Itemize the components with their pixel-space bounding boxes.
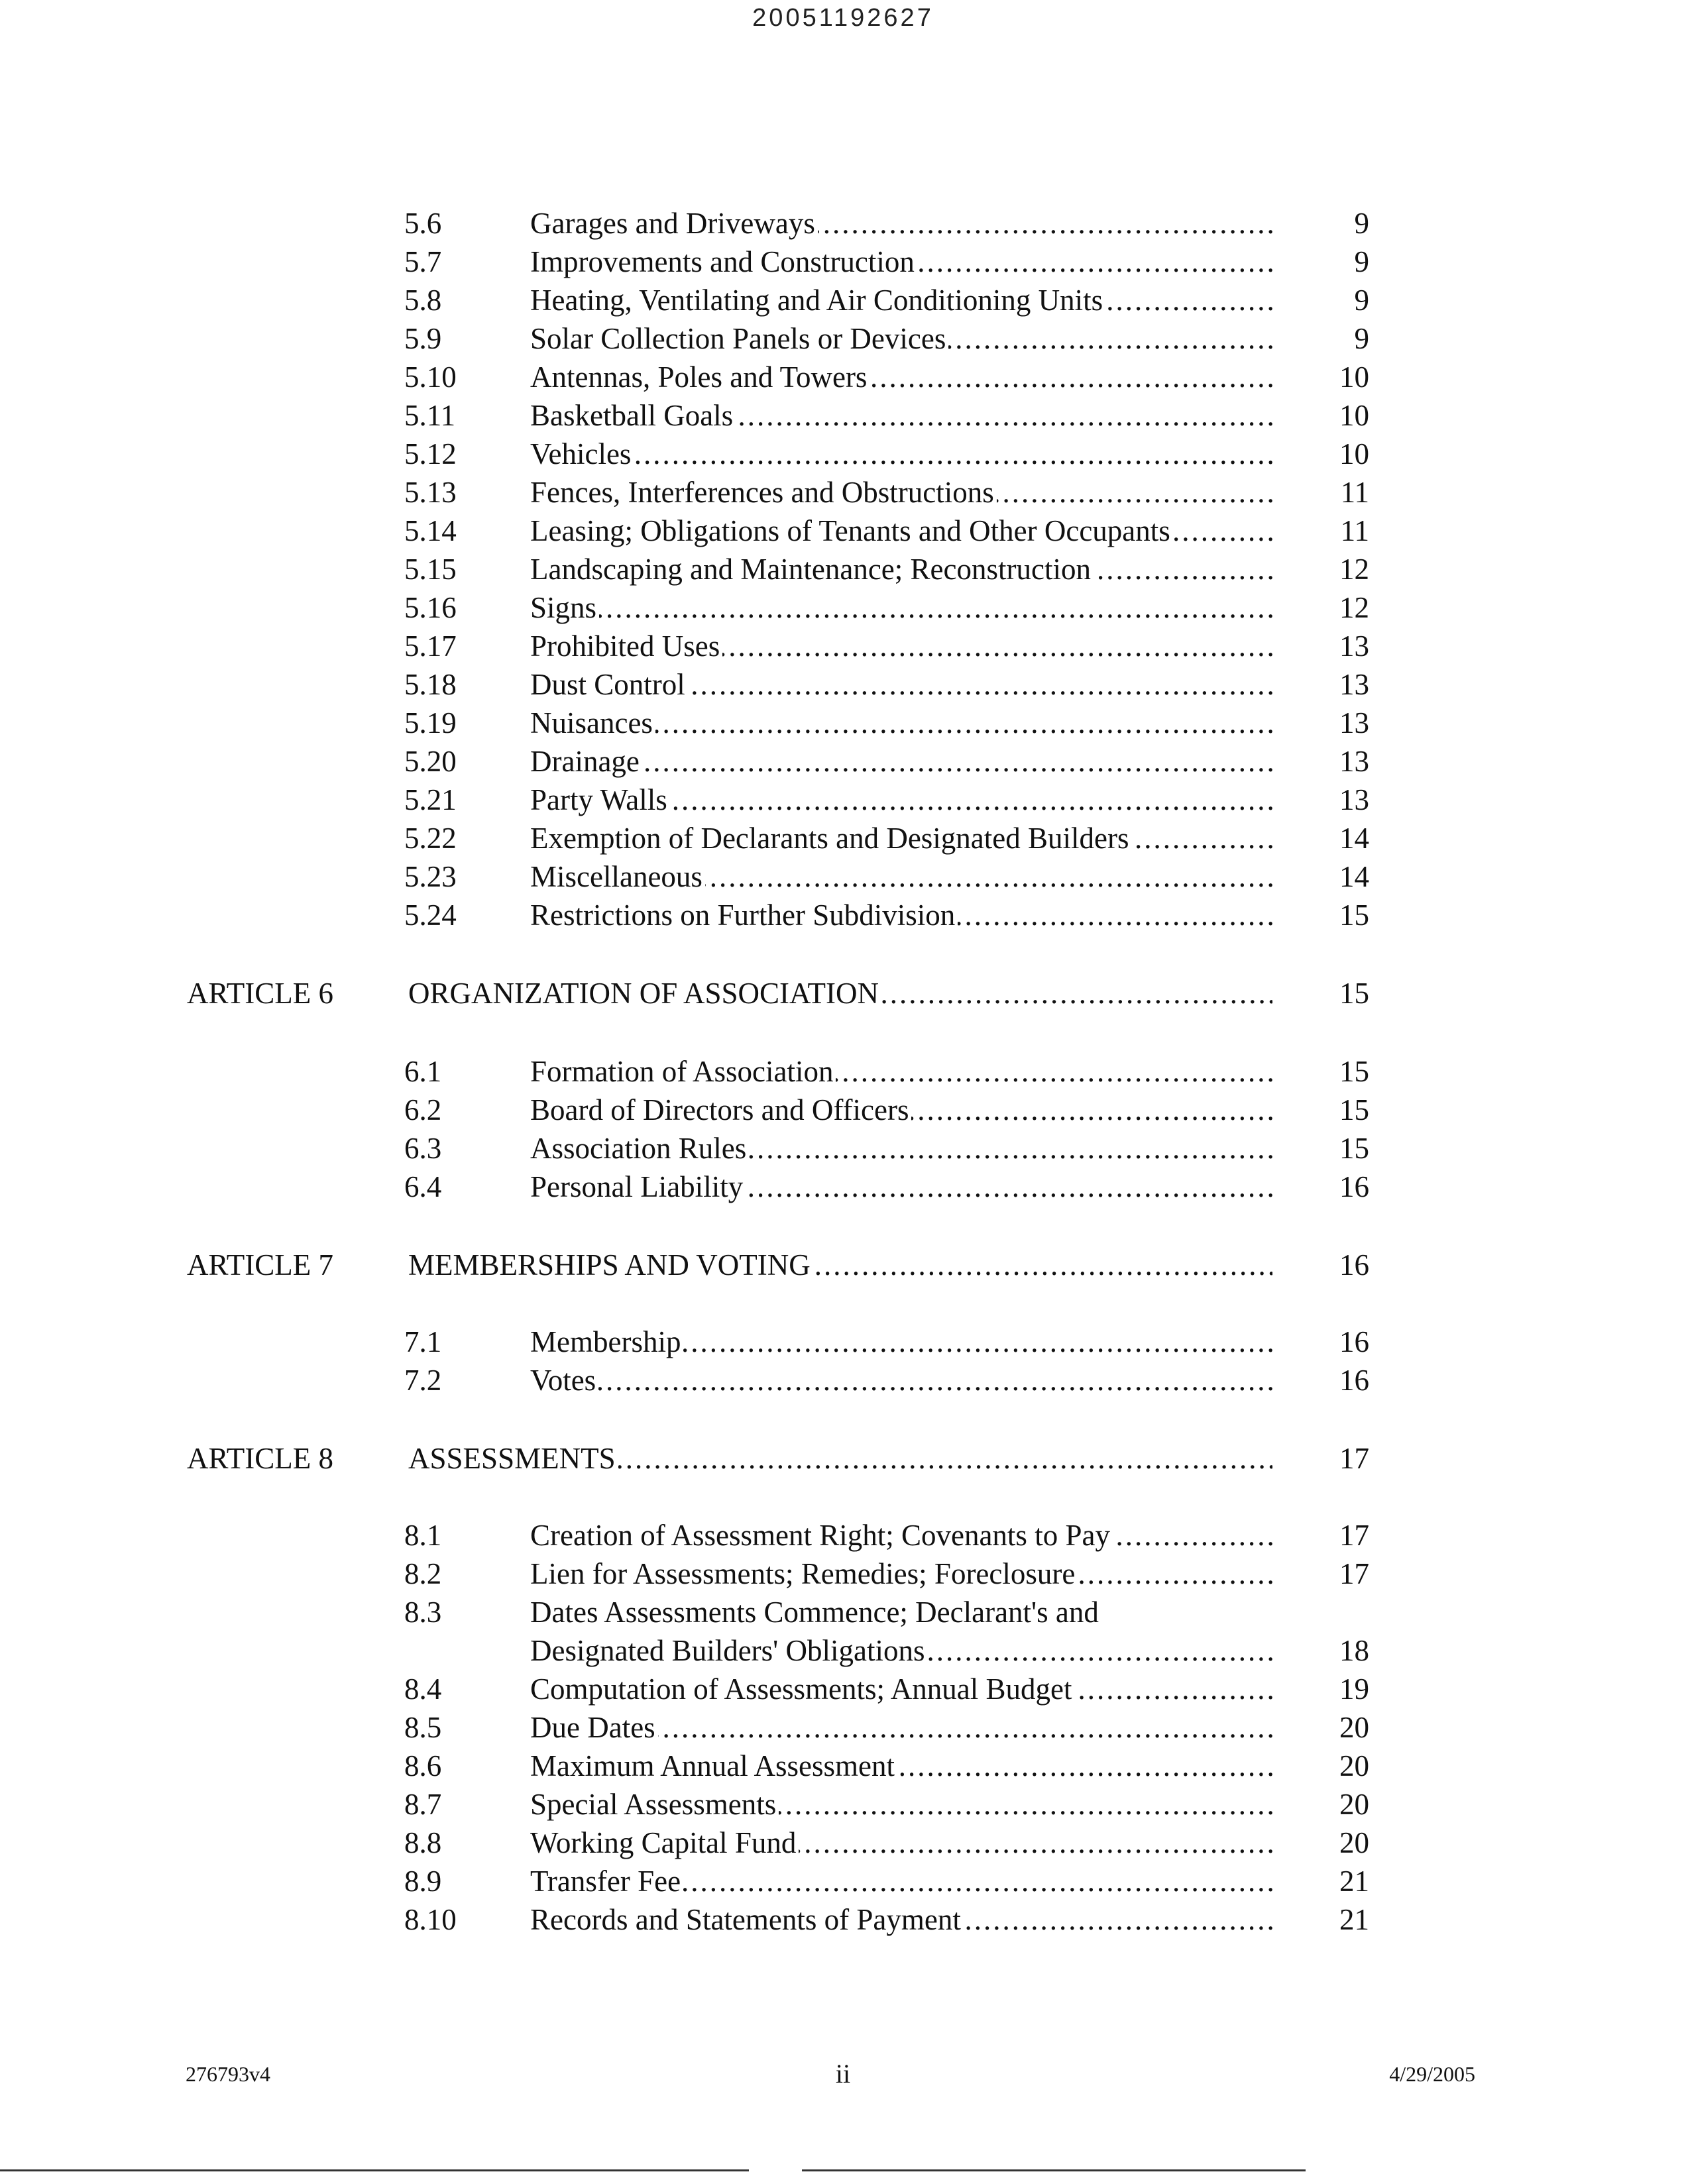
section-title: Computation of Assessments; Annual Budget bbox=[530, 1672, 1075, 1706]
section-title: Leasing; Obligations of Tenants and Other Occupants bbox=[530, 514, 1173, 547]
page-number: 9 bbox=[1354, 245, 1369, 278]
toc-entry-5-11 bbox=[0, 396, 1686, 435]
toc-entry-5-13 bbox=[0, 473, 1686, 512]
section-number: 8.1 bbox=[404, 1519, 442, 1552]
section-title: Transfer Fee bbox=[530, 1865, 683, 1898]
section-number: 5.9 bbox=[404, 322, 442, 355]
section-number: 5.23 bbox=[404, 860, 457, 893]
section-title: Formation of Association bbox=[530, 1055, 836, 1088]
toc-entry-5-16 bbox=[0, 588, 1686, 627]
section-title-continued: Designated Builders' Obligations bbox=[530, 1634, 928, 1667]
page-number: 10 bbox=[1339, 399, 1369, 432]
section-number: 5.13 bbox=[404, 476, 457, 509]
toc-article-8 bbox=[0, 1439, 1686, 1478]
toc-entry-5-21 bbox=[0, 781, 1686, 819]
section-number: 5.15 bbox=[404, 553, 457, 586]
article-title: ORGANIZATION OF ASSOCIATION bbox=[408, 977, 881, 1010]
section-number: 8.9 bbox=[404, 1865, 442, 1898]
section-number: 5.10 bbox=[404, 360, 457, 394]
page-number: 11 bbox=[1340, 514, 1369, 547]
section-title: Miscellaneous bbox=[530, 860, 705, 893]
toc-entry-5-8 bbox=[0, 281, 1686, 319]
bottom-rule-left bbox=[0, 2169, 749, 2171]
section-number: 8.8 bbox=[404, 1826, 442, 1859]
toc-entry-6-2 bbox=[0, 1091, 1686, 1129]
section-title: Improvements and Construction bbox=[530, 245, 917, 278]
section-number: 5.20 bbox=[404, 745, 457, 778]
section-number: 8.7 bbox=[404, 1788, 442, 1821]
toc-entry-8-7 bbox=[0, 1785, 1686, 1824]
section-title: Restrictions on Further Subdivision bbox=[530, 899, 958, 932]
document-number: 20051192627 bbox=[752, 4, 934, 32]
section-title: Vehicles bbox=[530, 437, 634, 470]
section-title: Dates Assessments Commence; Declarant's and bbox=[530, 1596, 1101, 1629]
section-number: 5.16 bbox=[404, 591, 457, 624]
article-title: MEMBERSHIPS AND VOTING bbox=[408, 1248, 813, 1282]
section-number: 5.8 bbox=[404, 284, 442, 317]
page-number: 9 bbox=[1354, 207, 1369, 240]
section-number: 8.3 bbox=[404, 1596, 442, 1629]
toc-article-7 bbox=[0, 1246, 1686, 1284]
page-number: 12 bbox=[1339, 591, 1369, 624]
page-number: 13 bbox=[1339, 668, 1369, 701]
toc-entry-5-12 bbox=[0, 435, 1686, 473]
section-title: Signs bbox=[530, 591, 599, 624]
article-title: ASSESSMENTS bbox=[408, 1442, 618, 1475]
page-number: 14 bbox=[1339, 860, 1369, 893]
toc-article-6 bbox=[0, 974, 1686, 1012]
section-number: 5.21 bbox=[404, 783, 457, 816]
section-title: Fences, Interferences and Obstructions bbox=[530, 476, 997, 509]
section-title: Personal Liability bbox=[530, 1170, 746, 1203]
section-number: 6.4 bbox=[404, 1170, 442, 1203]
section-title: Records and Statements of Payment bbox=[530, 1903, 964, 1936]
section-title: Antennas, Poles and Towers bbox=[530, 360, 870, 394]
toc-entry-6-3 bbox=[0, 1129, 1686, 1168]
section-title: Due Dates bbox=[530, 1711, 658, 1744]
toc-entry-8-1 bbox=[0, 1516, 1686, 1555]
footer-page-number: ii bbox=[835, 2059, 851, 2089]
page-number: 13 bbox=[1339, 706, 1369, 739]
section-title: Lien for Assessments; Remedies; Foreclosure bbox=[530, 1557, 1078, 1590]
toc-entry-5-20 bbox=[0, 742, 1686, 781]
page-number: 20 bbox=[1339, 1749, 1369, 1782]
page-number: 13 bbox=[1339, 783, 1369, 816]
toc-entry-5-23 bbox=[0, 857, 1686, 896]
page-number: 15 bbox=[1339, 1093, 1369, 1126]
page-number: 10 bbox=[1339, 360, 1369, 394]
toc-entry-5-10 bbox=[0, 358, 1686, 396]
page-number: 12 bbox=[1339, 553, 1369, 586]
section-number: 7.2 bbox=[404, 1364, 442, 1397]
section-title: Basketball Goals bbox=[530, 399, 736, 432]
section-number: 8.4 bbox=[404, 1672, 442, 1706]
section-number: 5.22 bbox=[404, 822, 457, 855]
page-number: 16 bbox=[1339, 1325, 1369, 1358]
toc-entry-6-4 bbox=[0, 1168, 1686, 1206]
page-number: 15 bbox=[1339, 899, 1369, 932]
toc-entry-6-1 bbox=[0, 1052, 1686, 1091]
page-number: 9 bbox=[1354, 284, 1369, 317]
page-number: 11 bbox=[1340, 476, 1369, 509]
section-number: 5.18 bbox=[404, 668, 457, 701]
page-number: 17 bbox=[1339, 1557, 1369, 1590]
toc-entry-8-5 bbox=[0, 1708, 1686, 1747]
section-number: 5.24 bbox=[404, 899, 457, 932]
page-number: 13 bbox=[1339, 629, 1369, 663]
toc-entry-5-17 bbox=[0, 627, 1686, 665]
section-number: 7.1 bbox=[404, 1325, 442, 1358]
section-title: Exemption of Declarants and Designated Builders bbox=[530, 822, 1132, 855]
toc-entry-5-18 bbox=[0, 665, 1686, 704]
toc-entry-5-19 bbox=[0, 704, 1686, 742]
section-title: Drainage bbox=[530, 745, 642, 778]
section-title: Association Rules bbox=[530, 1132, 749, 1165]
toc-entry-5-6 bbox=[0, 204, 1686, 243]
page-number: 17 bbox=[1339, 1442, 1369, 1475]
section-number: 5.11 bbox=[404, 399, 456, 432]
footer-doc-id: 276793v4 bbox=[186, 2062, 270, 2086]
section-title: Solar Collection Panels or Devices bbox=[530, 322, 948, 355]
section-number: 6.3 bbox=[404, 1132, 442, 1165]
toc-entry-8-9 bbox=[0, 1862, 1686, 1900]
page-number: 16 bbox=[1339, 1170, 1369, 1203]
page-number: 17 bbox=[1339, 1519, 1369, 1552]
section-number: 5.19 bbox=[404, 706, 457, 739]
section-title: Votes bbox=[530, 1364, 598, 1397]
section-title: Party Walls bbox=[530, 783, 670, 816]
page-number: 16 bbox=[1339, 1364, 1369, 1397]
toc-entry-8-2 bbox=[0, 1555, 1686, 1593]
section-title: Heating, Ventilating and Air Conditioning Units bbox=[530, 284, 1105, 317]
page-number: 15 bbox=[1339, 977, 1369, 1010]
section-title: Dust Control bbox=[530, 668, 688, 701]
section-title: Working Capital Fund bbox=[530, 1826, 799, 1859]
toc-entry-8-10 bbox=[0, 1900, 1686, 1939]
toc-entry-7-2 bbox=[0, 1361, 1686, 1399]
section-number: 6.1 bbox=[404, 1055, 442, 1088]
article-label: ARTICLE 8 bbox=[187, 1442, 334, 1475]
page-number: 21 bbox=[1339, 1903, 1369, 1936]
page-number: 20 bbox=[1339, 1711, 1369, 1744]
section-title: Landscaping and Maintenance; Reconstruction bbox=[530, 553, 1094, 586]
toc-entry-5-15 bbox=[0, 550, 1686, 588]
section-number: 8.6 bbox=[404, 1749, 442, 1782]
page-number: 15 bbox=[1339, 1132, 1369, 1165]
section-title: Nuisances bbox=[530, 706, 655, 739]
toc-entry-7-1 bbox=[0, 1323, 1686, 1361]
section-title: Membership bbox=[530, 1325, 683, 1358]
section-number: 8.2 bbox=[404, 1557, 442, 1590]
page-number: 16 bbox=[1339, 1248, 1369, 1282]
section-title: Garages and Driveways bbox=[530, 207, 818, 240]
toc-entry-8-6 bbox=[0, 1747, 1686, 1785]
section-title: Maximum Annual Assessment bbox=[530, 1749, 897, 1782]
page-number: 20 bbox=[1339, 1788, 1369, 1821]
page-number: 10 bbox=[1339, 437, 1369, 470]
toc-entry-5-24 bbox=[0, 896, 1686, 934]
page-number: 15 bbox=[1339, 1055, 1369, 1088]
section-number: 6.2 bbox=[404, 1093, 442, 1126]
page-number: 14 bbox=[1339, 822, 1369, 855]
section-number: 5.7 bbox=[404, 245, 442, 278]
toc-entry-8-8 bbox=[0, 1824, 1686, 1862]
page-number: 9 bbox=[1354, 322, 1369, 355]
article-label: ARTICLE 6 bbox=[187, 977, 334, 1010]
section-number: 8.5 bbox=[404, 1711, 442, 1744]
page-number: 21 bbox=[1339, 1865, 1369, 1898]
page-number: 20 bbox=[1339, 1826, 1369, 1859]
page-number: 13 bbox=[1339, 745, 1369, 778]
section-title: Board of Directors and Officers bbox=[530, 1093, 911, 1126]
toc-entry-5-22 bbox=[0, 819, 1686, 857]
page-number: 19 bbox=[1339, 1672, 1369, 1706]
section-number: 8.10 bbox=[404, 1903, 457, 1936]
toc-entry-8-3 bbox=[0, 1593, 1686, 1631]
section-number: 5.12 bbox=[404, 437, 457, 470]
section-number: 5.17 bbox=[404, 629, 457, 663]
toc-entry-5-14 bbox=[0, 512, 1686, 550]
section-title: Creation of Assessment Right; Covenants to Pay bbox=[530, 1519, 1113, 1552]
section-number: 5.14 bbox=[404, 514, 457, 547]
section-number: 5.6 bbox=[404, 207, 442, 240]
page-number: 18 bbox=[1339, 1634, 1369, 1667]
toc-entry-5-9 bbox=[0, 319, 1686, 358]
bottom-rule-right bbox=[802, 2169, 1306, 2171]
section-title: Prohibited Uses bbox=[530, 629, 722, 663]
footer-date: 4/29/2005 bbox=[1389, 2062, 1475, 2086]
section-title: Special Assessments bbox=[530, 1788, 779, 1821]
article-label: ARTICLE 7 bbox=[187, 1248, 334, 1282]
toc-entry-8-4 bbox=[0, 1670, 1686, 1708]
toc-entry-8-3-continued bbox=[0, 1631, 1686, 1670]
toc-entry-5-7 bbox=[0, 243, 1686, 281]
